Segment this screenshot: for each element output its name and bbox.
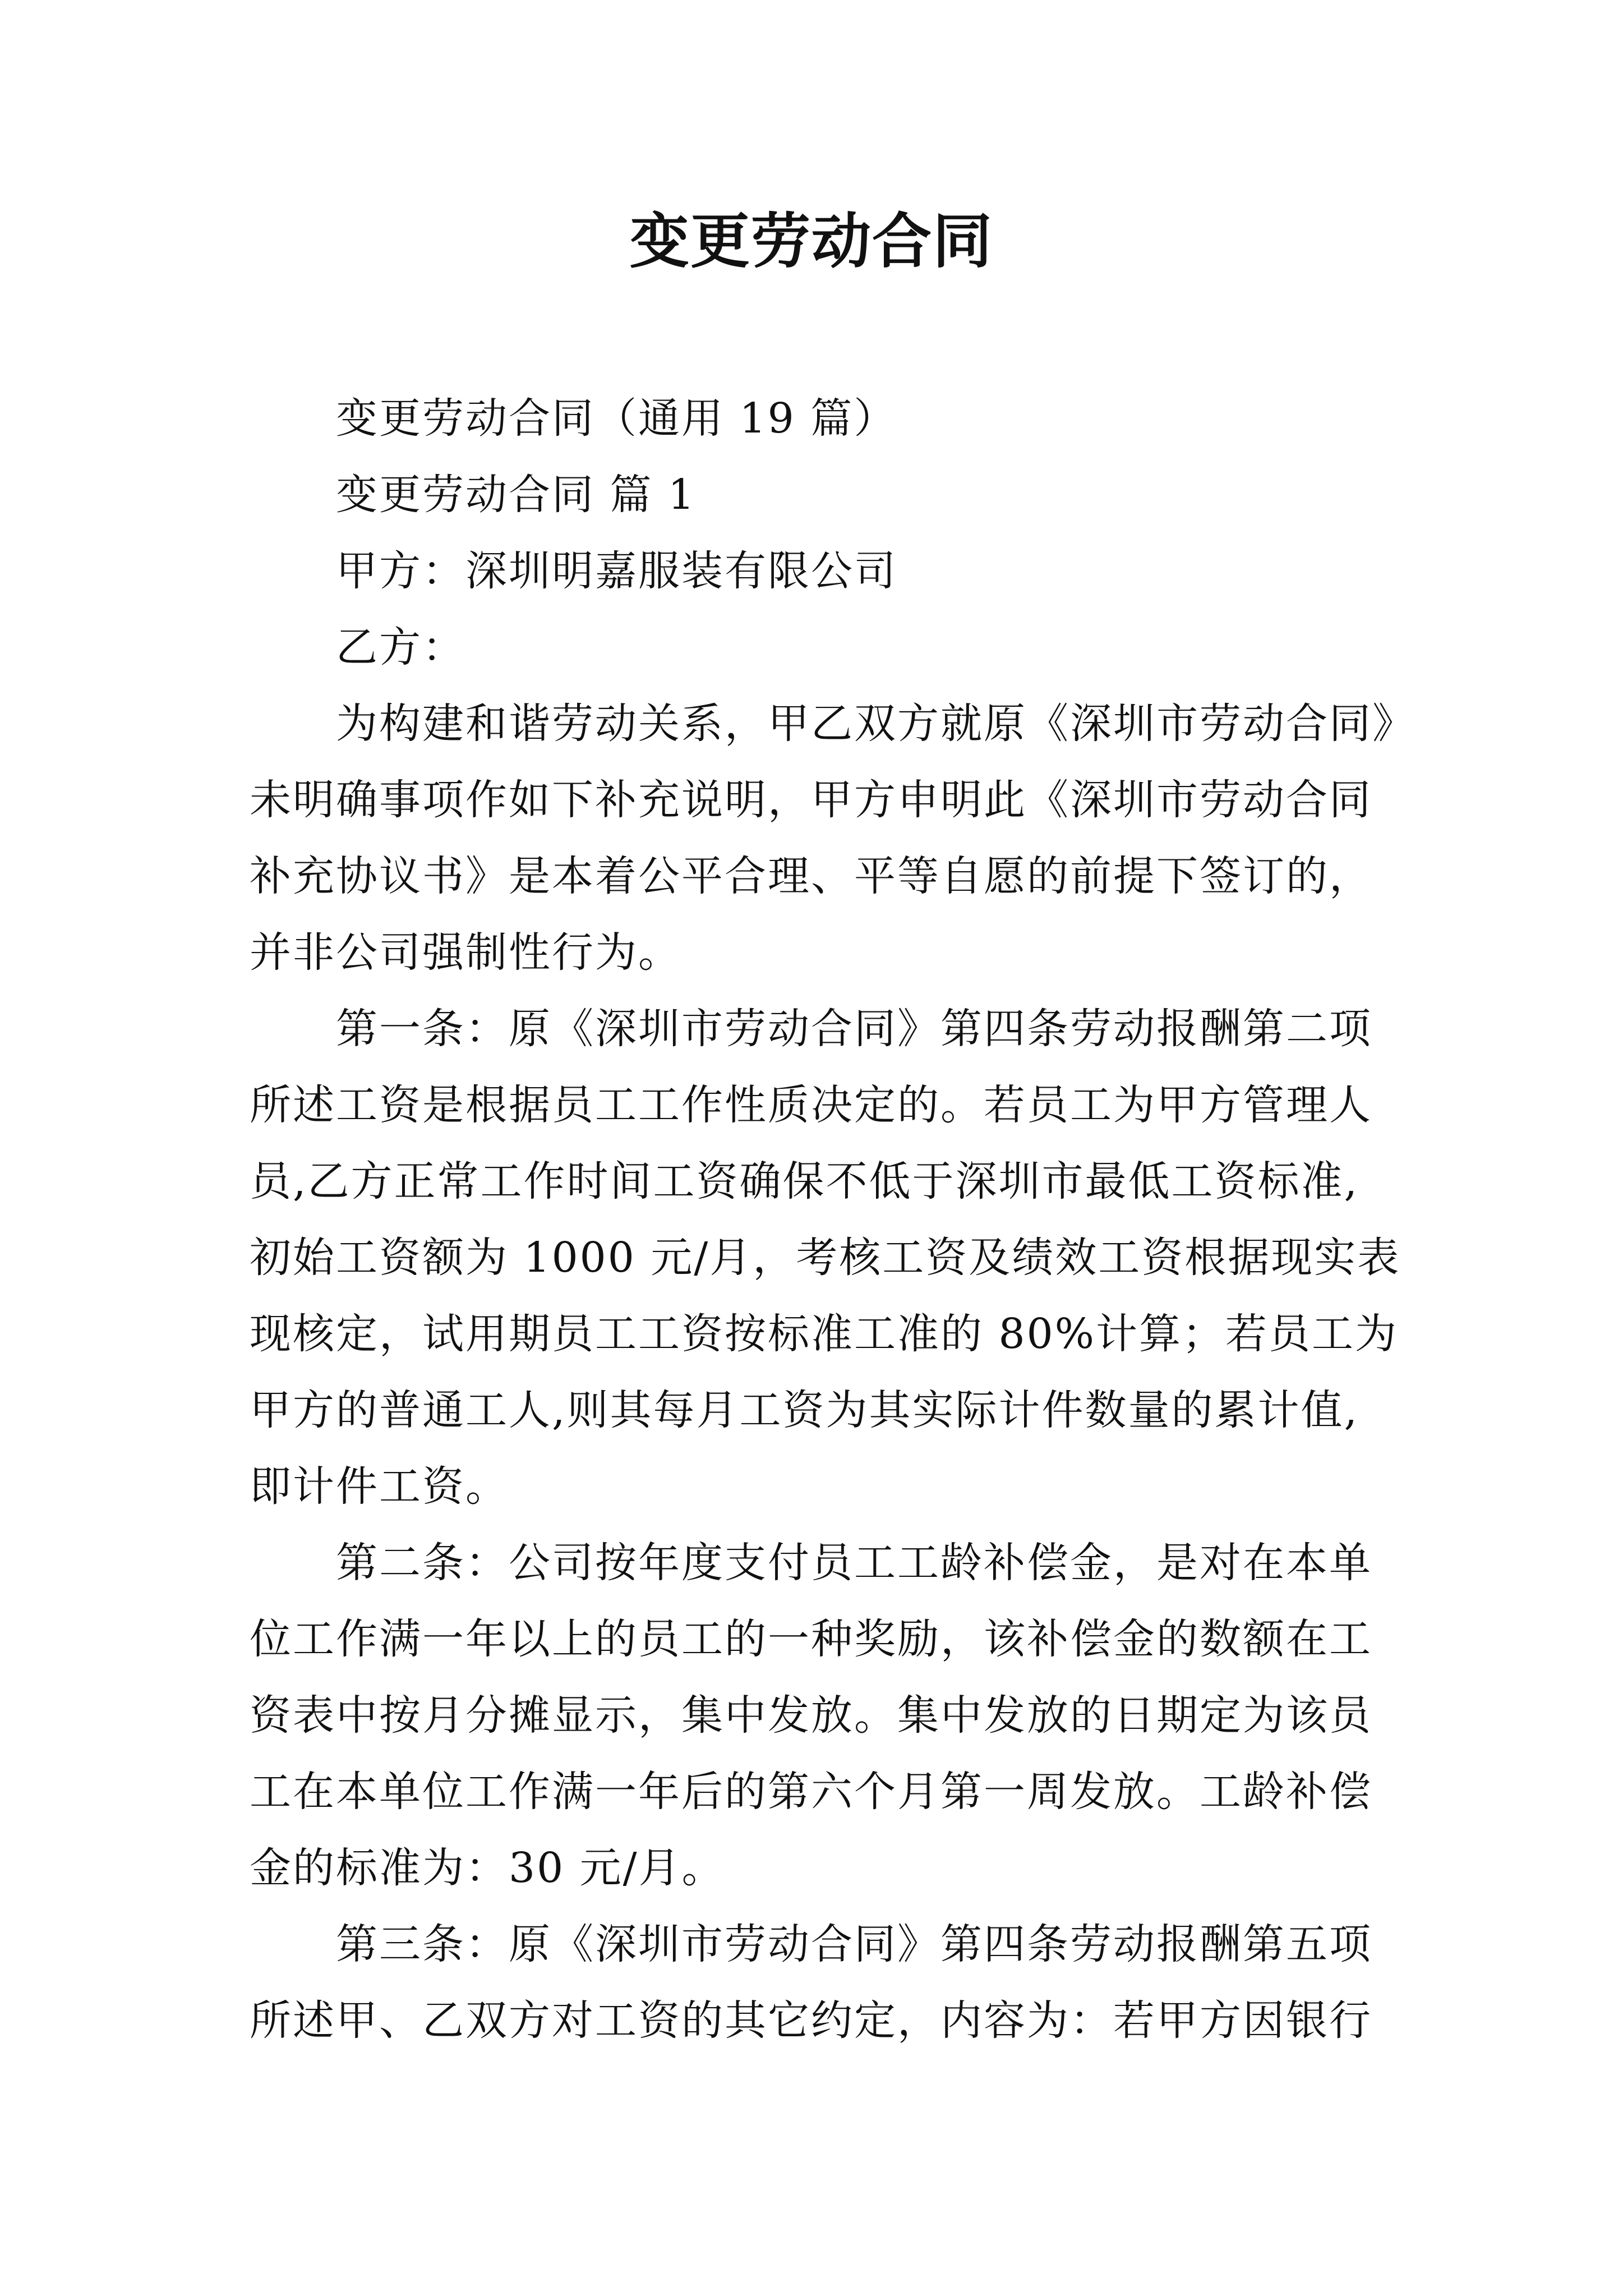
text-line: 金的标准为：30 元/月。 bbox=[250, 1844, 725, 1892]
text-line: 工在本单位工作满一年后的第六个月第一周发放。工龄补偿 bbox=[250, 1768, 1372, 1816]
text-line: 并非公司强制性行为。 bbox=[250, 928, 681, 977]
text-line: 未明确事项作如下补充说明，甲方申明此《深圳市劳动合同 bbox=[250, 776, 1372, 824]
text-line: 位工作满一年以上的员工的一种奖励，该补偿金的数额在工 bbox=[250, 1615, 1372, 1663]
text-line: 第三条：原《深圳市劳动合同》第四条劳动报酬第五项 bbox=[336, 1920, 1372, 1968]
text-line: 初始工资额为 1000 元/月，考核工资及绩效工资根据现实表 bbox=[250, 1234, 1401, 1282]
text-line: 变更劳动合同 篇 1 bbox=[336, 471, 697, 519]
text-line: 资表中按月分摊显示，集中发放。集中发放的日期定为该员 bbox=[250, 1691, 1372, 1740]
document-title: 变更劳动合同 bbox=[630, 206, 993, 276]
document-body bbox=[250, 380, 1415, 2059]
text-line: 员,乙方正常工作时间工资确保不低于深圳市最低工资标准, bbox=[250, 1157, 1359, 1205]
text-line: 变更劳动合同（通用 19 篇） bbox=[336, 394, 897, 443]
text-line: 补充协议书》是本着公平合理、平等自愿的前提下签订的， bbox=[250, 852, 1372, 900]
text-line: 现核定，试用期员工工资按标准工准的 80%计算；若员工为 bbox=[250, 1310, 1398, 1358]
text-line: 即计件工资。 bbox=[250, 1462, 509, 1511]
text-line: 为构建和谐劳动关系，甲乙双方就原《深圳市劳动合同》 bbox=[336, 700, 1415, 748]
text-line: 第一条：原《深圳市劳动合同》第四条劳动报酬第二项 bbox=[336, 1005, 1372, 1053]
text-line: 甲方：深圳明嘉服装有限公司 bbox=[336, 547, 897, 595]
text-line: 甲方的普通工人,则其每月工资为其实际计件数量的累计值, bbox=[250, 1386, 1359, 1434]
text-line: 乙方： bbox=[336, 623, 465, 671]
text-line: 第二条：公司按年度支付员工工龄补偿金，是对在本单 bbox=[336, 1539, 1372, 1587]
text-line: 所述工资是根据员工工作性质决定的。若员工为甲方管理人 bbox=[250, 1081, 1372, 1129]
text-line: 所述甲、乙双方对工资的其它约定，内容为：若甲方因银行 bbox=[250, 1996, 1372, 2045]
